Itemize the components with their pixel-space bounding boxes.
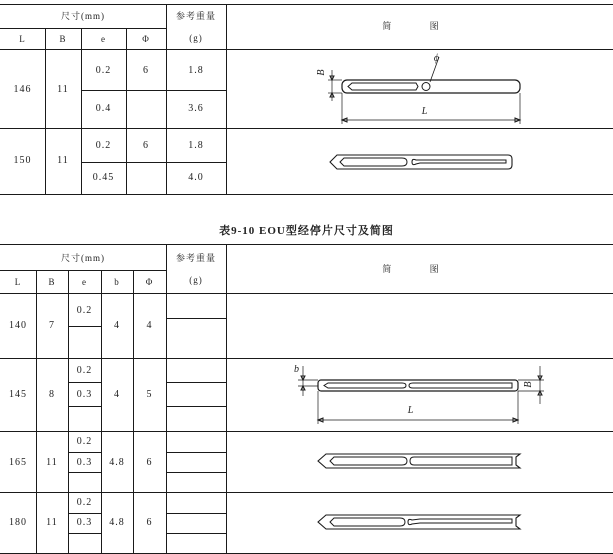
cell-B: 11: [57, 155, 69, 166]
cell-e: 0.2: [76, 305, 93, 316]
table-rule: [0, 128, 613, 129]
table-rule: [101, 270, 102, 553]
table-rule: [166, 244, 167, 553]
drop-wire-drawing: [316, 452, 522, 470]
table-rule: [0, 4, 613, 5]
table-rule: [68, 472, 101, 473]
table-rule: [166, 533, 226, 534]
table-rule: [226, 4, 227, 194]
col-header-phi: Φ: [142, 34, 150, 44]
cell-e: 0.2: [76, 497, 93, 508]
cell-B: 7: [49, 320, 55, 331]
cell-e: 0.2: [95, 140, 112, 151]
dim-label-b: b: [294, 364, 300, 375]
col-header-B: B: [59, 34, 67, 44]
cell-e: 0.45: [92, 172, 115, 183]
ref-weight-unit: (g): [189, 275, 203, 285]
cell-b: 4: [114, 320, 120, 331]
table-rule: [0, 293, 613, 294]
dim-label-L: L: [407, 405, 415, 416]
col-header-phi: Φ: [145, 277, 154, 287]
cell-b: 4.8: [109, 457, 125, 468]
table-rule: [68, 382, 101, 383]
size-group-header: 尺寸(mm): [61, 11, 105, 21]
table-rule: [133, 270, 134, 553]
cell-e: 0.4: [95, 103, 112, 114]
table-rule: [166, 513, 226, 514]
table-rule: [81, 162, 226, 163]
cell-L: 146: [13, 84, 32, 95]
diagram-header: 简 图: [382, 264, 457, 274]
cell-B: 11: [46, 517, 58, 528]
table-rule: [0, 244, 613, 245]
table-rule: [166, 472, 226, 473]
cell-e: 0.3: [76, 517, 93, 528]
table-rule: [68, 533, 101, 534]
cell-e: 0.2: [95, 65, 112, 76]
cell-B: 11: [46, 457, 58, 468]
cell-weight: 1.8: [188, 140, 204, 151]
dim-label-phi: ϕ: [433, 53, 441, 64]
cell-phi: 6: [143, 65, 149, 76]
cell-phi: 6: [146, 517, 153, 528]
dim-label-L: L: [421, 106, 429, 117]
table-rule: [0, 270, 166, 271]
table-rule: [68, 406, 101, 407]
cell-L: 140: [9, 320, 27, 331]
table-rule: [0, 492, 613, 493]
cell-b: 4: [114, 389, 120, 400]
cell-B: 11: [57, 84, 69, 95]
table-rule: [126, 28, 127, 194]
dim-label-B: B: [523, 380, 534, 388]
diagram-header: 简 图: [382, 21, 457, 31]
cell-b: 4.8: [109, 517, 125, 528]
table-rule: [36, 270, 37, 553]
col-header-L: L: [14, 277, 22, 287]
table-rule: [0, 431, 613, 432]
cell-phi: 4: [146, 320, 153, 331]
col-header-b: b: [114, 277, 120, 287]
table-rule: [0, 194, 613, 195]
table-rule: [226, 244, 227, 553]
ref-weight-header: 参考重量: [175, 253, 216, 263]
cell-weight: 4.0: [188, 172, 204, 183]
cell-L: 145: [9, 389, 27, 400]
table-rule: [0, 28, 166, 29]
col-header-e: e: [101, 34, 106, 44]
cell-L: 165: [9, 457, 27, 468]
cell-weight: 1.8: [188, 65, 204, 76]
drop-wire-drawing: [328, 152, 514, 172]
cell-L: 180: [9, 517, 27, 528]
cell-phi: 5: [146, 389, 153, 400]
table-rule: [68, 513, 101, 514]
col-header-B: B: [48, 277, 56, 287]
table-rule: [0, 358, 613, 359]
table-rule: [166, 452, 226, 453]
ref-weight-header: 参考重量: [175, 11, 216, 21]
cell-B: 8: [49, 389, 55, 400]
ref-weight-unit: (g): [189, 33, 203, 43]
cell-e: 0.3: [76, 389, 93, 400]
drop-wire-drawing-dimensioned: [296, 362, 546, 424]
cell-e: 0.2: [76, 365, 93, 376]
table-caption: 表9-10 EOU型经停片尺寸及简图: [219, 225, 394, 237]
cell-e: 0.3: [76, 457, 93, 468]
table-rule: [166, 318, 226, 319]
table-rule: [166, 382, 226, 383]
table-rule: [68, 326, 101, 327]
table-rule: [45, 28, 46, 194]
cell-weight: 3.6: [188, 103, 204, 114]
cell-e: 0.2: [76, 436, 93, 447]
drop-wire-drawing: [316, 513, 522, 531]
cell-L: 150: [13, 155, 32, 166]
table-rule: [81, 90, 226, 91]
size-group-header: 尺寸(mm): [61, 253, 105, 263]
col-header-L: L: [19, 34, 26, 44]
cell-phi: 6: [146, 457, 153, 468]
cell-phi: 6: [143, 140, 149, 151]
col-header-e: e: [82, 277, 87, 287]
table-rule: [0, 49, 613, 50]
table-rule: [68, 452, 101, 453]
table-rule: [166, 406, 226, 407]
dim-label-B: B: [316, 68, 327, 76]
